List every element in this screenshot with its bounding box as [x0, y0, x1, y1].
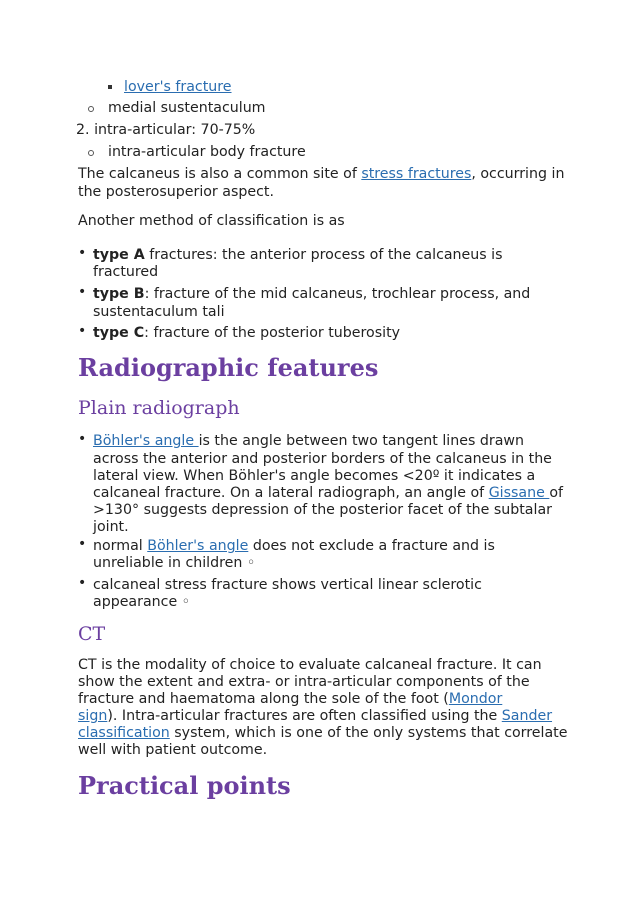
intra-articular-body-text: intra-articular body fracture	[108, 144, 306, 160]
bullet-icon: •	[78, 536, 87, 552]
medial-sustentaculum-text: medial sustentaculum	[108, 100, 266, 116]
square-bullet-icon	[108, 85, 112, 89]
list-item	[93, 537, 495, 555]
intra-articular-text: intra-articular: 70-75%	[94, 122, 256, 138]
list-item	[108, 99, 266, 117]
paragraph-text: well with patient outcome.	[78, 742, 268, 758]
bohler-angle-link[interactable]: Böhler's angle	[93, 433, 199, 449]
list-text: joint.	[93, 519, 129, 535]
list-item	[93, 285, 530, 303]
list-item-continuation	[93, 467, 535, 485]
paragraph-line	[78, 690, 502, 708]
list-text: : fracture of the posterior tuberosity	[144, 325, 401, 341]
list-item	[76, 121, 255, 139]
subsection-heading-ct: CT	[78, 623, 106, 645]
paragraph-text: ). Intra-articular fractures are often classified using the	[107, 708, 502, 724]
paragraph-line	[78, 707, 552, 725]
paragraph-line	[78, 724, 567, 742]
paragraph-line	[78, 741, 267, 759]
sander-classification-link[interactable]: Sander	[501, 708, 553, 724]
list-item-continuation	[93, 303, 225, 321]
list-text: does not exclude a fracture and is	[248, 538, 495, 554]
list-text: of	[549, 485, 564, 501]
lover-fracture-link[interactable]: lover's fracture	[124, 79, 232, 95]
list-text: unreliable in children ◦	[93, 555, 256, 571]
list-text: >130° suggests depression of the posterior facet of the subtalar	[93, 502, 552, 518]
list-text: appearance ◦	[93, 594, 191, 610]
paragraph-text: , occurring in	[471, 166, 565, 182]
list-item	[93, 324, 400, 342]
list-item-continuation	[93, 554, 255, 572]
list-text: normal	[93, 538, 148, 554]
paragraph-text: CT is the modality of choice to evaluate calcaneal fracture. It can	[78, 657, 542, 673]
bohler-angle-link-2[interactable]: Böhler's angle	[147, 538, 249, 554]
paragraph-line	[78, 656, 542, 674]
list-item	[108, 143, 306, 161]
list-text: across the anterior and posterior borders of the calcaneus in the	[93, 451, 552, 467]
paragraph-text: Another method of classification is as	[78, 213, 345, 229]
paragraph-text: show the extent and extra- or intra-articular components of the	[78, 674, 530, 690]
mondor-sign-link[interactable]: Mondor	[448, 691, 503, 707]
gissane-link[interactable]: Gissane	[488, 485, 550, 501]
mondor-sign-link-2[interactable]: sign	[78, 708, 108, 724]
paragraph-line	[78, 183, 274, 201]
bullet-icon: •	[78, 284, 87, 300]
type-a-label: type A	[93, 247, 145, 263]
stress-fractures-link[interactable]: stress fractures	[361, 166, 472, 182]
list-item	[93, 246, 503, 264]
list-text: lateral view. When Böhler's angle becomes <20º it indicates a	[93, 468, 536, 484]
list-text: sustentaculum tali	[93, 304, 225, 320]
list-text: is the angle between two tangent lines drawn	[198, 433, 524, 449]
list-item-continuation	[93, 263, 158, 281]
list-item-continuation	[93, 484, 563, 502]
list-item	[93, 432, 524, 450]
circle-bullet-icon	[88, 150, 94, 156]
section-heading-radiographic: Radiographic features	[78, 353, 379, 382]
list-number: 2.	[76, 122, 90, 138]
list-item-continuation	[93, 501, 552, 519]
paragraph-line	[78, 165, 564, 183]
list-text: fractured	[93, 264, 159, 280]
bullet-icon: •	[78, 245, 87, 261]
list-item-continuation	[93, 518, 129, 536]
paragraph-text: the posterosuperior aspect.	[78, 184, 274, 200]
paragraph-text: fracture and haematoma along the sole of the foot (	[78, 691, 449, 707]
paragraph-text: system, which is one of the only systems that correlate	[169, 725, 568, 741]
list-item-continuation	[93, 593, 190, 611]
bullet-icon: •	[78, 323, 87, 339]
bullet-icon: •	[78, 431, 87, 447]
paragraph-line	[78, 673, 530, 691]
list-text: calcaneal fracture. On a lateral radiograph, an angle of	[93, 485, 489, 501]
circle-bullet-icon	[88, 106, 94, 112]
list-text: : fracture of the mid calcaneus, trochlear process, and	[144, 286, 531, 302]
type-c-label: type C	[93, 325, 145, 341]
bullet-icon: •	[78, 575, 87, 591]
subsection-heading-plain-radiograph: Plain radiograph	[78, 397, 240, 419]
type-b-label: type B	[93, 286, 145, 302]
list-text: calcaneal stress fracture shows vertical linear sclerotic	[93, 577, 482, 593]
section-heading-practical-points: Practical points	[78, 771, 291, 800]
list-item	[93, 576, 482, 594]
paragraph-line	[78, 212, 345, 230]
sander-classification-link-2[interactable]: classification	[78, 725, 170, 741]
paragraph-text: The calcaneus is also a common site of	[78, 166, 362, 182]
list-text: fractures: the anterior process of the calcaneus is	[144, 247, 503, 263]
list-item-continuation	[93, 450, 552, 468]
